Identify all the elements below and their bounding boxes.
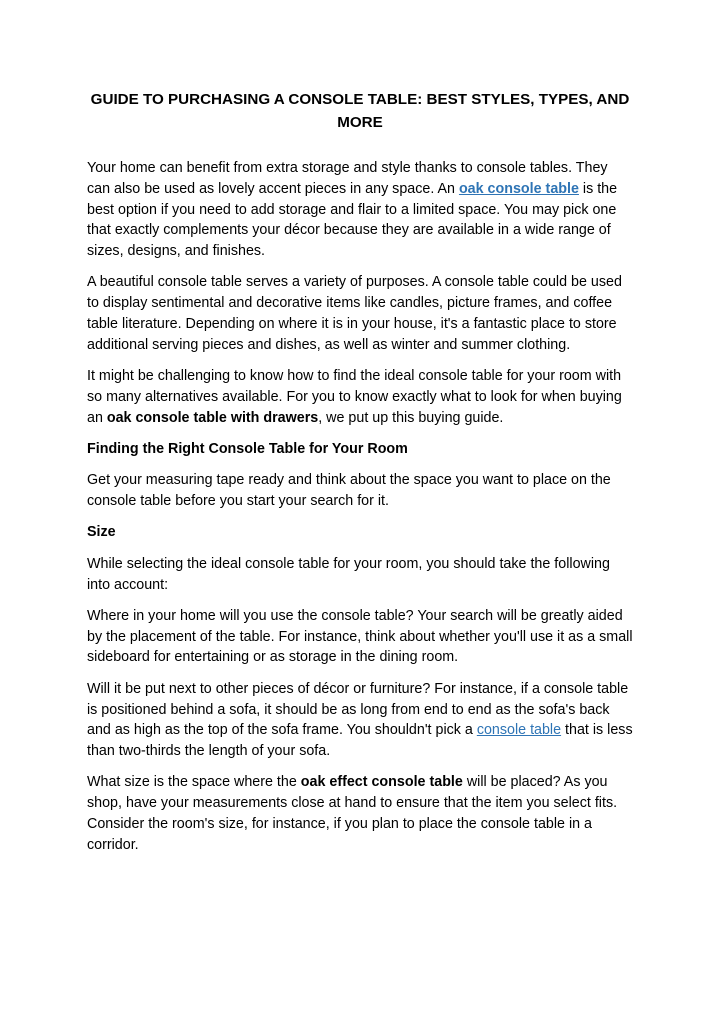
- buying-guide-text-start: It might be challenging to know how to find the ideal console table for your room with so many alternatives available. For you to know exactly what to look for when buying an: [87, 368, 622, 426]
- console-table-link[interactable]: console table: [476, 722, 562, 739]
- intro-paragraph: [87, 158, 633, 262]
- section-heading-size: Size: [87, 524, 116, 541]
- space-size-paragraph: [87, 772, 633, 855]
- intro-text-end: is the best option if you need to add storage and flair to a limited space. You may pick one that exactly complements your décor because they are available in a wide range of sizes, designs, and finishes.: [87, 180, 618, 260]
- section-heading-right-table: Finding the Right Console Table for Your Room: [87, 441, 408, 458]
- page-title: GUIDE TO PURCHASING A CONSOLE TABLE: BEST STYLES, TYPES, AND MORE: [90, 91, 630, 131]
- measuring-paragraph: Get your measuring tape ready and think about the space you want to place on the console table before you start your search for it.: [87, 472, 611, 510]
- oak-console-table-with-drawers-text: oak console table with drawers: [106, 409, 319, 426]
- sofa-text-end: that is less than two-thirds the length of your sofa.: [87, 722, 633, 760]
- purposes-paragraph: A beautiful console table serves a variety of purposes. A console table could be used to display sentimental and decorative items like candles, picture frames, and coffee table literature. Depending on where it is in your house, it's a fantastic place to store additional serving pieces and dishes, as well as winter and summer clothing.: [87, 274, 622, 353]
- buying-guide-text-end: , we put up this buying guide.: [318, 409, 504, 426]
- sofa-text-start: Will it be put next to other pieces of décor or furniture? For instance, if a console table is positioned behind a sofa, it should be as long from end to end as the sofa's back and as high as the top of the sofa frame. You shouldn't pick a: [87, 680, 629, 739]
- space-size-text-end: will be placed? As you shop, have your measurements close at hand to ensure that the item you select fits. Consider the room's size, for instance, if you plan to place the console table in a corridor.: [87, 774, 618, 853]
- oak-console-table-link[interactable]: oak console table: [458, 180, 579, 197]
- placement-paragraph: Where in your home will you use the console table? Your search will be greatly aided by the placement of the table. For instance, think about whether you'll use it as a small sideboard for entertaining or as storage in the dining room.: [87, 607, 633, 666]
- buying-guide-paragraph: [87, 366, 633, 428]
- intro-text-start: Your home can benefit from extra storage and style thanks to console tables. They can also be used as lovely accent pieces in any space. An: [87, 160, 608, 197]
- sofa-paragraph: [87, 679, 633, 762]
- size-intro-paragraph: While selecting the ideal console table for your room, you should take the following into account:: [87, 555, 610, 593]
- oak-effect-console-table-text: oak effect console table: [300, 774, 463, 791]
- space-size-text-start: What size is the space where the: [87, 774, 301, 791]
